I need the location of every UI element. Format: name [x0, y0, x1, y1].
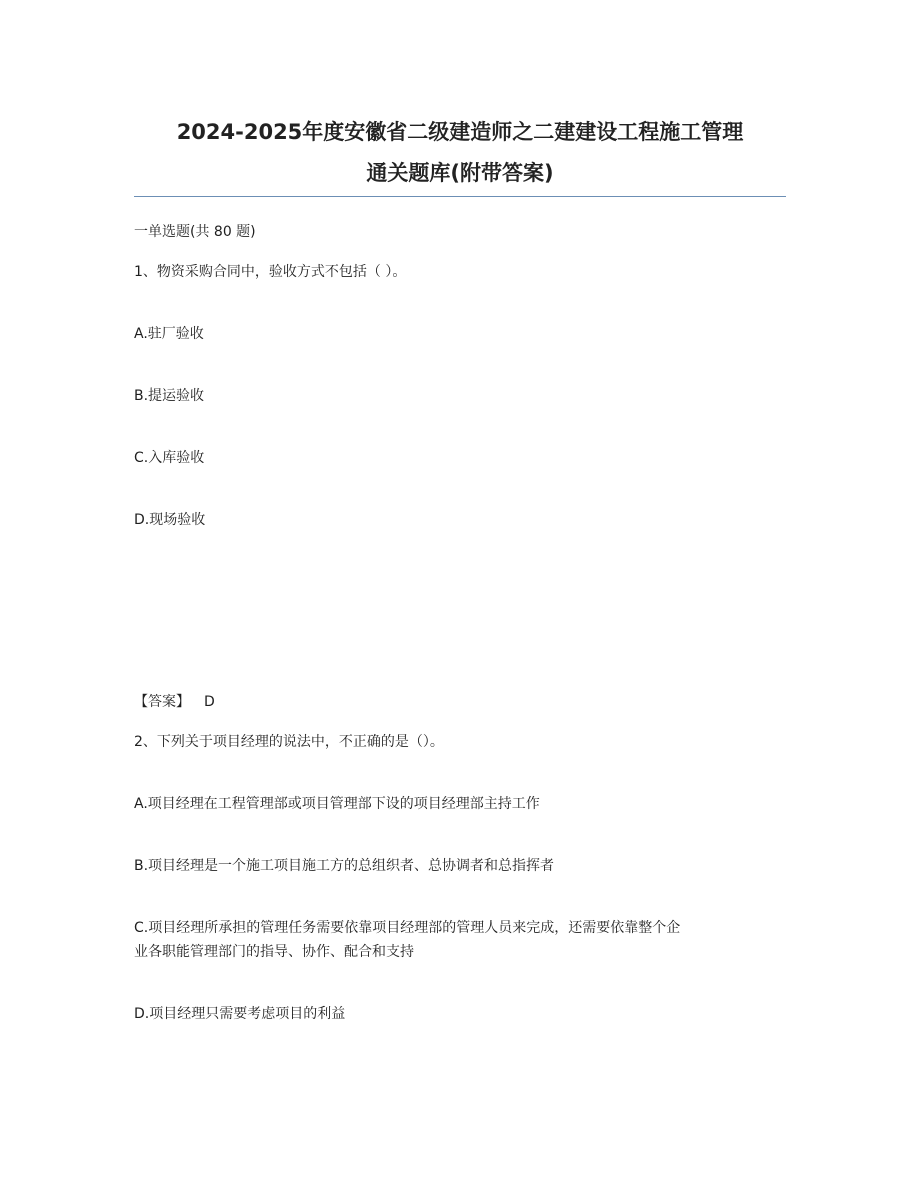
- question-1-option-c: C.入库验收: [134, 450, 205, 466]
- question-1-answer: [134, 692, 215, 712]
- question-2-stem: 2、下列关于项目经理的说法中，不正确的是（）。: [134, 734, 444, 750]
- answer-label: 【答案】: [134, 694, 190, 710]
- question-1-option-a: A.驻厂验收: [134, 326, 204, 342]
- document-title-line1: 2024-2025年度安徽省二级建造师之二建建设工程施工管理: [176, 120, 744, 144]
- question-1-option-d: D.现场验收: [134, 512, 206, 528]
- section-heading: 一单选题(共 80 题): [134, 224, 256, 240]
- answer-value: D: [204, 694, 215, 710]
- question-2-option-d: D.项目经理只需要考虑项目的利益: [134, 1006, 346, 1022]
- question-2-option-b: B.项目经理是一个施工项目施工方的总组织者、总协调者和总指挥者: [134, 858, 555, 874]
- question-2-option-c-line2: 业各职能管理部门的指导、协作、配合和支持: [134, 944, 414, 960]
- question-1-option-b: B.提运验收: [134, 388, 205, 404]
- question-1-stem: 1、物资采购合同中，验收方式不包括（ ）。: [134, 264, 407, 280]
- question-2-option-a: A.项目经理在工程管理部或项目管理部下设的项目经理部主持工作: [134, 796, 540, 812]
- title-divider: [134, 196, 786, 197]
- document-title-line2: 通关题库(附带答案): [366, 161, 554, 185]
- question-2-option-c-line1: C.项目经理所承担的管理任务需要依靠项目经理部的管理人员来完成，还需要依靠整个企: [134, 920, 681, 936]
